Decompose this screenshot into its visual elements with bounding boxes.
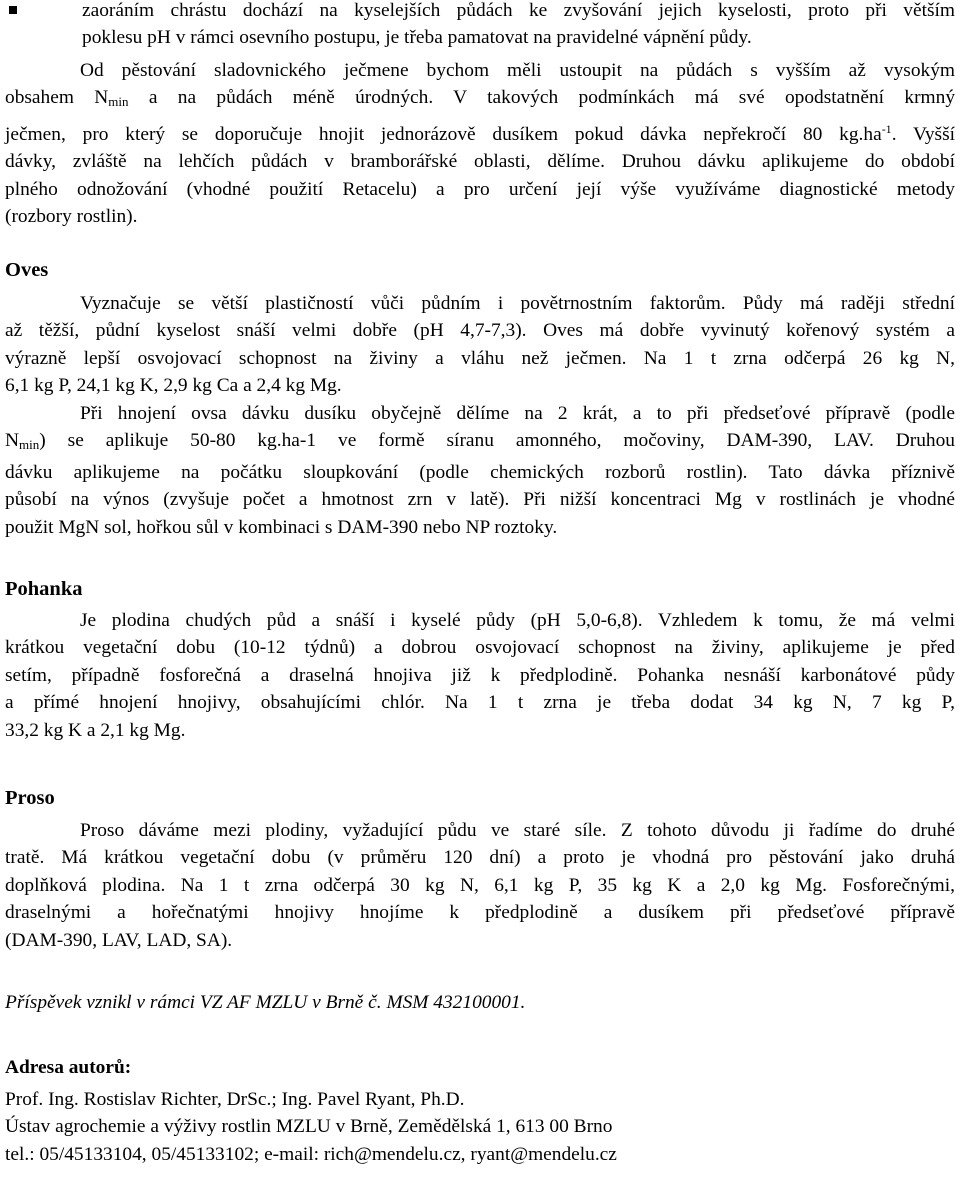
text-line: Je plodina chudých půd a snáší i kyselé půdy (pH 5,0-6,8). Vzhledem k tomu, že má velmi	[80, 610, 955, 631]
text-line: dávky, zvláště na lehčích půdách v bramborářské oblasti, dělíme. Druhou dávku aplikujeme do období	[5, 151, 955, 173]
bullet-marker	[9, 6, 17, 14]
paragraph-oves-2	[5, 400, 955, 541]
section-heading-proso: Proso	[5, 787, 55, 809]
paragraph-barley	[5, 57, 955, 230]
text-line: působí na výnos (zvyšuje počet a hmotnost zrn v latě). Při nižší koncentraci Mg v rostlinách je vhodné	[5, 489, 955, 511]
text-line: plného odnožování (vhodné použití Retacelu) a pro určení její výše využíváme diagnostické metody	[5, 178, 955, 200]
author-names: Prof. Ing. Rostislav Richter, DrSc.; Ing. Pavel Ryant, Ph.D.	[5, 1089, 465, 1110]
section-heading-oves: Oves	[5, 259, 49, 281]
text-line: výrazně lepší osvojovací schopnost na živiny a vláhu než ječmen. Na 1 t zrna odčerpá 26 kg N,	[5, 347, 955, 369]
paragraph-pohanka	[5, 607, 955, 744]
paragraph-proso	[5, 817, 955, 954]
contact-line: tel.: 05/45133104, 05/45133102; e-mail: rich@mendelu.cz, ryant@mendelu.cz	[5, 1143, 617, 1165]
address-block	[5, 1086, 955, 1168]
acknowledgement-note: Příspěvek vznikl v rámci VZ AF MZLU v Brně č. MSM 432100001.	[5, 992, 526, 1013]
text-line: $N_{min}$) se aplikuje 50-80 kg.ha-1 ve formě síranu amonného, močoviny, DAM-390, LAV. Druhou	[5, 430, 955, 453]
text-line: ječmen, pro který se doporučuje hnojit jednorázově dusíkem pokud dávka nepřekročí 80 $kg.ha^{-1}$. Vyšší	[5, 121, 956, 145]
bullet-text	[82, 0, 955, 52]
paragraph-oves-1	[5, 290, 955, 400]
text-line: tratě. Má krátkou vegetační dobu (v průměru 120 dní) a proto je vhodná pro pěstování jako druhá	[5, 847, 955, 869]
text-line: (rozbory rostlin).	[5, 206, 138, 228]
text-line: dávku aplikujeme na počátku sloupkování (podle chemických rozborů rostlin). Tato dávka příznivě	[5, 461, 955, 483]
text-line: Při hnojení ovsa dávku dusíku obyčejně dělíme na 2 krát, a to při předseťové přípravě (podle	[80, 403, 955, 424]
address-heading: Adresa autorů:	[5, 1057, 132, 1078]
text-line: 33,2 kg K a 2,1 kg Mg.	[5, 719, 186, 741]
text-line: (DAM-390, LAV, LAD, SA).	[5, 929, 233, 951]
text-line: a přímé hnojení hnojivy, obsahujícími chlór. Na 1 t zrna je třeba dodat 34 kg N, 7 kg P,	[5, 692, 955, 714]
institution-address: Ústav agrochemie a výživy rostlin MZLU v Brně, Zemědělská 1, 613 00 Brno	[5, 1116, 613, 1138]
text-line: poklesu pH v rámci osevního postupu, je třeba pamatovat na pravidelné vápnění půdy.	[82, 27, 752, 49]
text-line: až těžší, půdní kyselost snáší velmi dobře (pH 4,7-7,3). Oves má dobře vyvinutý kořenový systém a	[5, 320, 955, 342]
text-line: použit MgN sol, hořkou sůl v kombinaci s DAM-390 nebo NP roztoky.	[5, 516, 558, 538]
bullet-item	[0, 0, 960, 60]
text-line: Proso dáváme mezi plodiny, vyžadující půdu ve staré síle. Z tohoto důvodu ji řadíme do druhé	[80, 820, 955, 841]
text-line: doplňková plodina. Na 1 t zrna odčerpá 30 kg N, 6,1 kg P, 35 kg K a 2,0 kg Mg. Fosforečnými,	[5, 874, 955, 896]
text-line: obsahem $N_{min}$ a na půdách méně úrodných. V takových podmínkách má své opodstatnění krmný	[5, 87, 956, 110]
text-line: Vyznačuje se větší plastičností vůči půdním i povětrnostním faktorům. Půdy má raději střední	[80, 293, 955, 314]
text-line: krátkou vegetační dobu (10-12 týdnů) a dobrou osvojovací schopnost na živiny, aplikujeme je před	[5, 637, 955, 659]
text-line: setím, případně fosforečná a draselná hnojiva již k předplodině. Pohanka nesnáší karbonátové půdy	[5, 664, 955, 686]
text-line: draselnými a hořečnatými hnojivy hnojíme k předplodině a dusíkem při předseťové přípravě	[5, 902, 955, 924]
section-heading-pohanka: Pohanka	[5, 578, 83, 600]
text-line: Od pěstování sladovnického ječmene bychom měli ustoupit na půdách s vyšším až vysokým	[80, 60, 955, 81]
text-line: 6,1 kg P, 24,1 kg K, 2,9 kg Ca a 2,4 kg Mg.	[5, 375, 342, 397]
text-line: zaoráním chrástu dochází na kyselejších půdách ke zvyšování jejich kyselosti, proto při větším	[82, 0, 955, 21]
